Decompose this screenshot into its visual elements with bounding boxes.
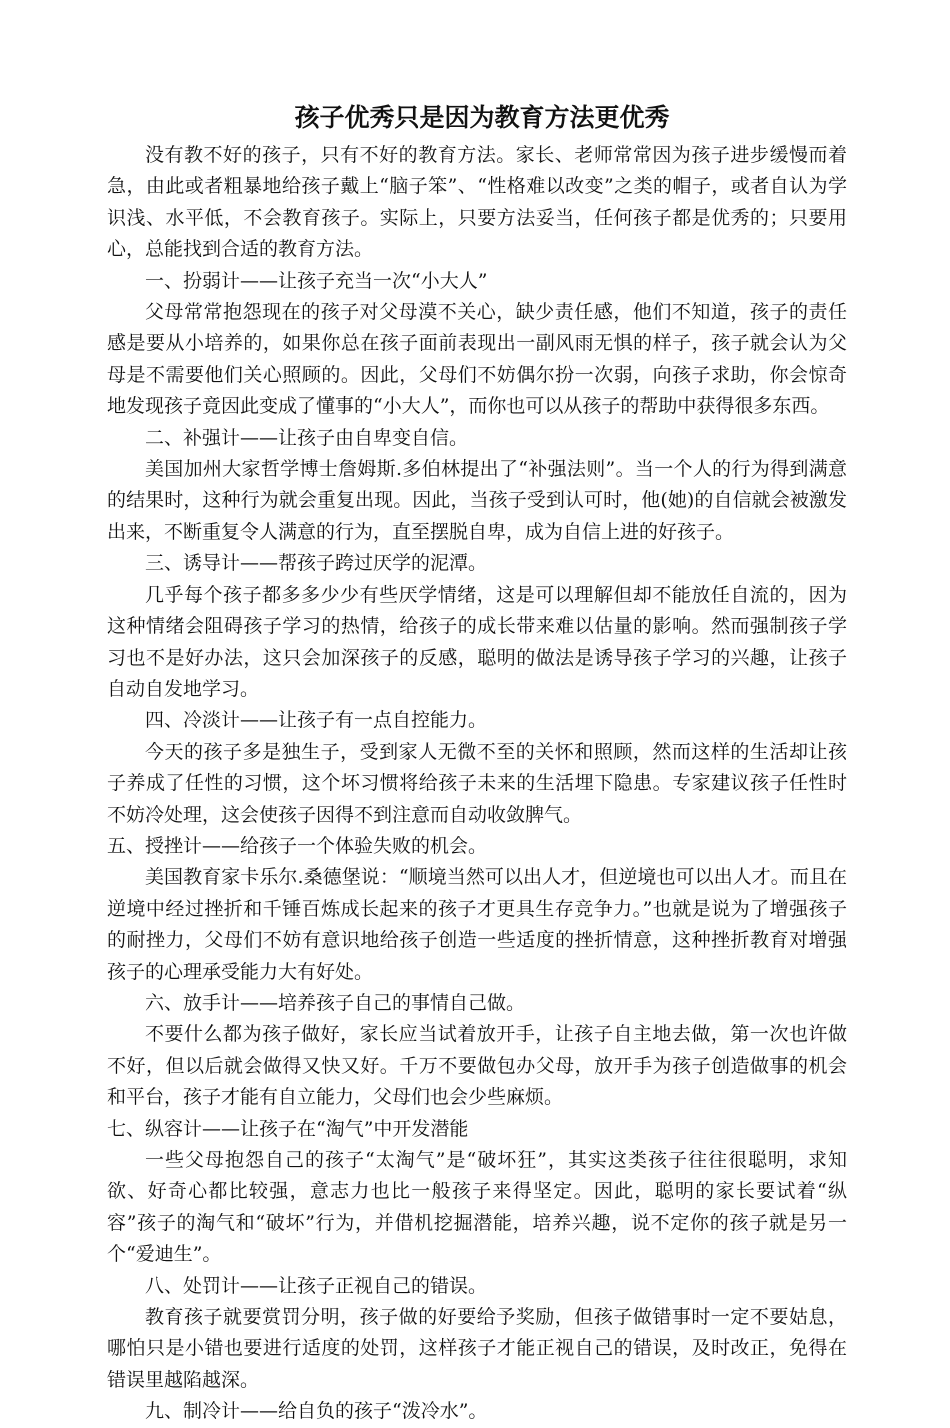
section-3-body: 几乎每个孩子都多多少少有些厌学情绪，这是可以理解但却不能放任自流的，因为这种情绪会阻碍孩子学习的热情，给孩子的成长带来难以估量的影响。然而强制孩子学习也不是好办法，这只会加深孩子的反感，聪明的做法是诱导孩子学习的兴趣，让孩子自动自发地学习。	[107, 583, 847, 700]
intro-paragraph: 没有教不好的孩子，只有不好的教育方法。家长、老师常常因为孩子进步缓慢而着急，由此或者粗暴地给孩子戴上“脑子笨”、“性格难以改变”之类的帽子，或者自认为学识浅、水平低，不会教育孩子。实际上，只要方法妥当，任何孩子都是优秀的；只要用心，总能找到合适的教育方法。	[107, 144, 847, 261]
section-6-heading: 六、放手计——培养孩子自己的事情自己做。	[145, 991, 526, 1014]
section-6-body: 不要什么都为孩子做好，家长应当试着放开手，让孩子自主地去做，第一次也许做不好，但以后就会做得又快又好。千万不要做包办父母，放开手为孩子创造做事的机会和平台，孩子才能有自立能力，父母们也会少些麻烦。	[107, 1023, 847, 1109]
section-8-body: 教育孩子就要赏罚分明，孩子做的好要给予奖励，但孩子做错事时一定不要姑息，哪怕只是小错也要进行适度的处罚，这样孩子才能正视自己的错误，及时改正，免得在错误里越陷越深。	[107, 1306, 847, 1391]
section-4-body: 今天的孩子多是独生子，受到家人无微不至的关怀和照顾，然而这样的生活却让孩子养成了任性的习惯，这个坏习惯将给孩子未来的生活埋下隐患。专家建议孩子任性时不妨冷处理，这会使孩子因得不到注意而自动收敛脾气。	[107, 740, 847, 826]
section-2-body: 美国加州大家哲学博士詹姆斯.多伯林提出了“补强法则”。当一个人的行为得到满意的结果时，这种行为就会重复出现。因此，当孩子受到认可时，他(她)的自信就会被激发出来，不断重复令人满意的行为，直至摆脱自卑，成为自信上进的好孩子。	[107, 458, 847, 543]
section-7-heading: 七、纵容计——让孩子在“淘气”中开发潜能	[107, 1117, 469, 1140]
document-title: 孩子优秀只是因为教育方法更优秀	[294, 103, 670, 132]
section-4-heading: 四、冷淡计——让孩子有一点自控能力。	[145, 709, 488, 732]
section-5-heading: 五、授挫计——给孩子一个体验失败的机会。	[107, 834, 488, 857]
section-8-heading: 八、处罚计——让孩子正视自己的错误。	[145, 1274, 488, 1297]
section-2-heading: 二、补强计——让孩子由自卑变自信。	[145, 426, 469, 449]
section-1-body: 父母常常抱怨现在的孩子对父母漠不关心，缺少责任感，他们不知道，孩子的责任感是要从小培养的，如果你总在孩子面前表现出一副风雨无惧的样子，孩子就会认为父母是不需要他们关心照顾的。因此，父母们不妨偶尔扮一次弱，向孩子求助，你会惊奇地发现孩子竟因此变成了懂事的“小大人”，而你也可以从孩子的帮助中获得很多东西。	[107, 301, 847, 418]
section-5-body: 美国教育家卡乐尔.桑德堡说：“顺境当然可以出人才，但逆境也可以出人才。而且在逆境中经过挫折和千锤百炼成长起来的孩子才更具生存竞争力。”也就是说为了增强孩子的耐挫力，父母们不妨有意识地给孩子创造一些适度的挫折情意，这种挫折教育对增强孩子的心理承受能力大有好处。	[107, 866, 847, 983]
section-7-body: 一些父母抱怨自己的孩子“太淘气”是“破坏狂”，其实这类孩子往往很聪明，求知欲、好奇心都比较强，意志力也比一般孩子来得坚定。因此，聪明的家长要试着“纵容”孩子的淘气和“破坏”行为，并借机挖掘潜能，培养兴趣，说不定你的孩子就是另一个“爱迪生”。	[107, 1149, 847, 1266]
section-3-heading: 三、诱导计——帮孩子跨过厌学的泥潭。	[145, 552, 488, 575]
section-9-heading: 九、制冷计——给自负的孩子“泼冷水”。	[145, 1400, 488, 1423]
document-page	[107, 100, 847, 1428]
section-1-heading: 一、扮弱计——让孩子充当一次“小大人”	[145, 269, 488, 292]
